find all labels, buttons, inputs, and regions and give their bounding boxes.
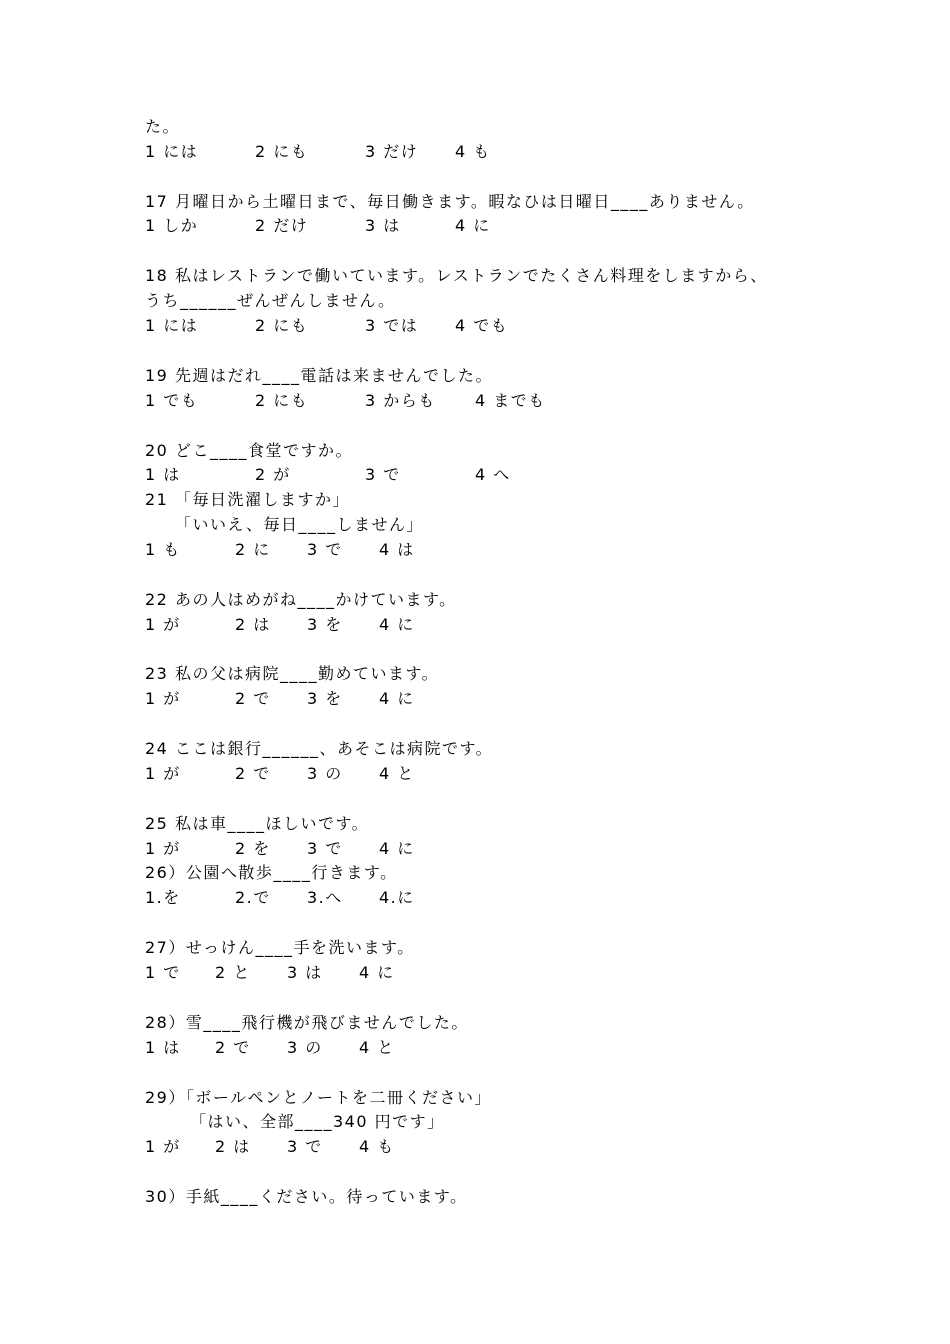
question-28: 28）雪____飛行機が飛びませんでした。	[145, 1013, 469, 1032]
question-22: 22 あの人はめがね____かけています。	[145, 590, 457, 609]
question-21: 21 「毎日洗濯しますか」	[145, 490, 350, 509]
option-3: 3 を	[307, 615, 343, 634]
text-line: た。	[145, 117, 181, 136]
question-19: 19 先週はだれ____電話は来ませんでした。	[145, 366, 493, 385]
option-4: 4 に	[359, 963, 395, 982]
option-4: 4 に	[455, 216, 491, 235]
option-1: 1 が	[145, 839, 181, 858]
option-3: 3 を	[307, 689, 343, 708]
question-29-cont: 「はい、全部____340 円です」	[190, 1112, 445, 1131]
option-2: 2 だけ	[255, 216, 309, 235]
option-1: 1 で	[145, 963, 181, 982]
option-2: 2 にも	[255, 142, 309, 161]
option-2: 2.で	[235, 888, 271, 907]
option-4: 4 でも	[455, 316, 509, 335]
option-2: 2 を	[235, 839, 271, 858]
option-1: 1 しか	[145, 216, 199, 235]
option-3: 3 で	[307, 839, 343, 858]
question-21-cont: 「いいえ、毎日____しません」	[175, 515, 424, 534]
option-4: 4 に	[379, 615, 415, 634]
option-4: 4 は	[379, 540, 415, 559]
option-1: 1 には	[145, 316, 199, 335]
option-3: 3 は	[365, 216, 401, 235]
option-1: 1.を	[145, 888, 181, 907]
option-2: 2 は	[235, 615, 271, 634]
option-4: 4 までも	[475, 391, 546, 410]
option-1: 1 には	[145, 142, 199, 161]
option-2: 2 が	[255, 465, 291, 484]
question-20: 20 どこ____食堂ですか。	[145, 441, 353, 460]
option-2: 2 にも	[255, 391, 309, 410]
option-2: 2 にも	[255, 316, 309, 335]
question-26: 26）公園へ散歩____行きます。	[145, 863, 398, 882]
option-1: 1 が	[145, 689, 181, 708]
option-1: 1 が	[145, 764, 181, 783]
question-18-cont: うち______ぜんぜんしません。	[145, 291, 396, 310]
option-3: 3 からも	[365, 391, 436, 410]
option-3: 3 では	[365, 316, 419, 335]
option-3: 3 は	[287, 963, 323, 982]
option-4: 4 へ	[475, 465, 511, 484]
option-4: 4.に	[379, 888, 415, 907]
question-23: 23 私の父は病院____勤めています。	[145, 664, 440, 683]
option-3: 3 で	[365, 465, 401, 484]
option-4: 4 も	[455, 142, 491, 161]
option-1: 1 は	[145, 1038, 181, 1057]
option-1: 1 が	[145, 615, 181, 634]
question-25: 25 私は車____ほしいです。	[145, 814, 370, 833]
option-2: 2 で	[215, 1038, 251, 1057]
option-4: 4 と	[379, 764, 415, 783]
option-1: 1 も	[145, 540, 181, 559]
option-4: 4 に	[379, 689, 415, 708]
option-3: 3 で	[287, 1137, 323, 1156]
option-3: 3 の	[287, 1038, 323, 1057]
option-2: 2 で	[235, 689, 271, 708]
question-27: 27）せっけん____手を洗います。	[145, 938, 415, 957]
option-3: 3 だけ	[365, 142, 419, 161]
option-3: 3.へ	[307, 888, 343, 907]
question-17: 17 月曜日から土曜日まで、毎日働きます。暇なひは日曜日____ありません。	[145, 192, 755, 211]
option-1: 1 は	[145, 465, 181, 484]
option-4: 4 と	[359, 1038, 395, 1057]
option-2: 2 に	[235, 540, 271, 559]
option-2: 2 と	[215, 963, 251, 982]
question-29: 29）「ボールペンとノートを二冊ください」	[145, 1088, 493, 1107]
option-1: 1 が	[145, 1137, 181, 1156]
option-3: 3 で	[307, 540, 343, 559]
option-2: 2 は	[215, 1137, 251, 1156]
option-2: 2 で	[235, 764, 271, 783]
question-30: 30）手紙____ください。待っています。	[145, 1187, 468, 1206]
question-24: 24 ここは銀行______、あそこは病院です。	[145, 739, 494, 758]
question-18: 18 私はレストランで働いています。レストランでたくさん料理をしますから、	[145, 266, 768, 285]
option-1: 1 でも	[145, 391, 199, 410]
option-4: 4 に	[379, 839, 415, 858]
option-4: 4 も	[359, 1137, 395, 1156]
option-3: 3 の	[307, 764, 343, 783]
